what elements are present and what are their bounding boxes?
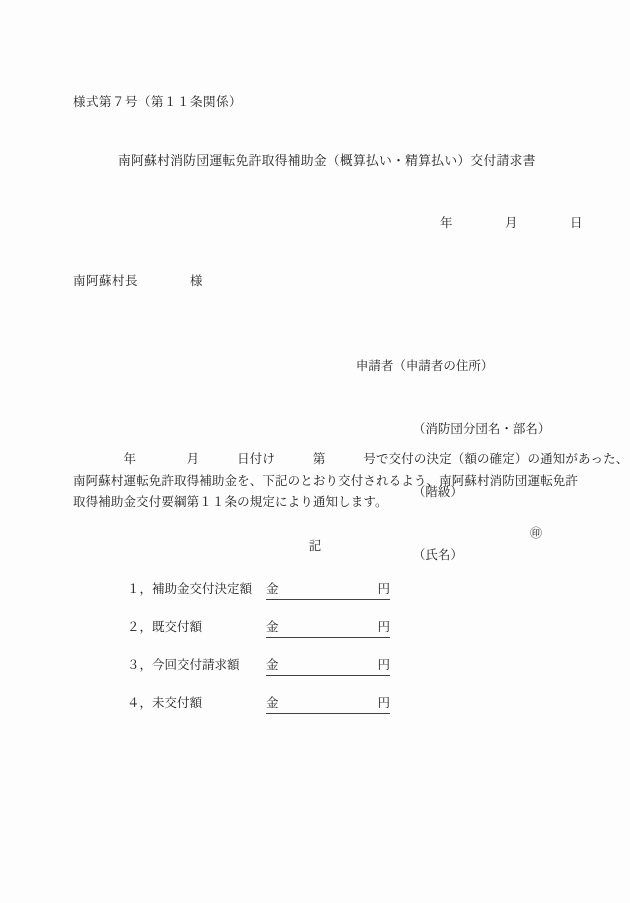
currency-mark-1: 金	[266, 581, 279, 596]
body-line-2: 南阿蘇村運転免許取得補助金を、下記のとおり交付されるよう、南阿蘇村消防団運転免許	[73, 472, 579, 488]
applicant-rank: （階級）	[412, 484, 463, 499]
addressee-line: 南阿蘇村長 様	[73, 273, 204, 288]
seal-stamp-icon: ㊞	[530, 526, 543, 540]
currency-mark-4: 金	[266, 695, 279, 710]
applicant-name: （氏名）	[412, 547, 463, 562]
applicant-address: （申請者の住所）	[393, 358, 494, 373]
amount-field-4[interactable]	[266, 693, 390, 714]
amount-field-3[interactable]	[266, 655, 390, 676]
item-text-1: 補助金交付決定額	[152, 581, 253, 596]
applicant-label: 申請者	[355, 358, 394, 373]
document-title: 南阿蘇村消防団運転免許取得補助金（概算払い・精算払い）交付請求書	[118, 154, 536, 169]
item-number-1: １，	[127, 581, 153, 596]
item-number-4: ４，	[127, 695, 153, 710]
item-number-2: ２，	[127, 619, 153, 634]
item-label-1	[127, 579, 252, 597]
body-line-1: 年 月 日付け 第 号で交付の決定（額の確定）の通知があった、	[73, 451, 629, 466]
currency-unit-4: 円	[377, 695, 390, 710]
currency-unit-1: 円	[377, 581, 390, 596]
item-text-2: 既交付額	[152, 619, 203, 634]
body-line-3: 取得補助金交付要綱第１１条の規定により通知します。	[73, 494, 388, 509]
date-blank-line: 年 月 日	[440, 215, 584, 230]
currency-unit-3: 円	[377, 657, 390, 672]
applicant-address-row	[332, 334, 550, 397]
item-text-3: 今回交付請求額	[152, 657, 240, 672]
item-number-3: ３，	[127, 657, 153, 672]
amount-field-1[interactable]	[266, 579, 390, 600]
applicant-brigade: （消防団分団名・部名）	[412, 421, 551, 436]
currency-mark-2: 金	[266, 619, 279, 634]
form-number: 様式第７号（第１１条関係）	[73, 94, 243, 109]
currency-mark-3: 金	[266, 657, 279, 672]
item-text-4: 未交付額	[152, 695, 203, 710]
item-label-2	[127, 617, 202, 635]
item-label-4	[127, 693, 202, 711]
ki-marker: 記	[308, 538, 322, 553]
item-label-3	[127, 655, 240, 673]
currency-unit-2: 円	[377, 619, 390, 634]
body-paragraph	[73, 448, 629, 513]
amount-field-2[interactable]	[266, 617, 390, 638]
